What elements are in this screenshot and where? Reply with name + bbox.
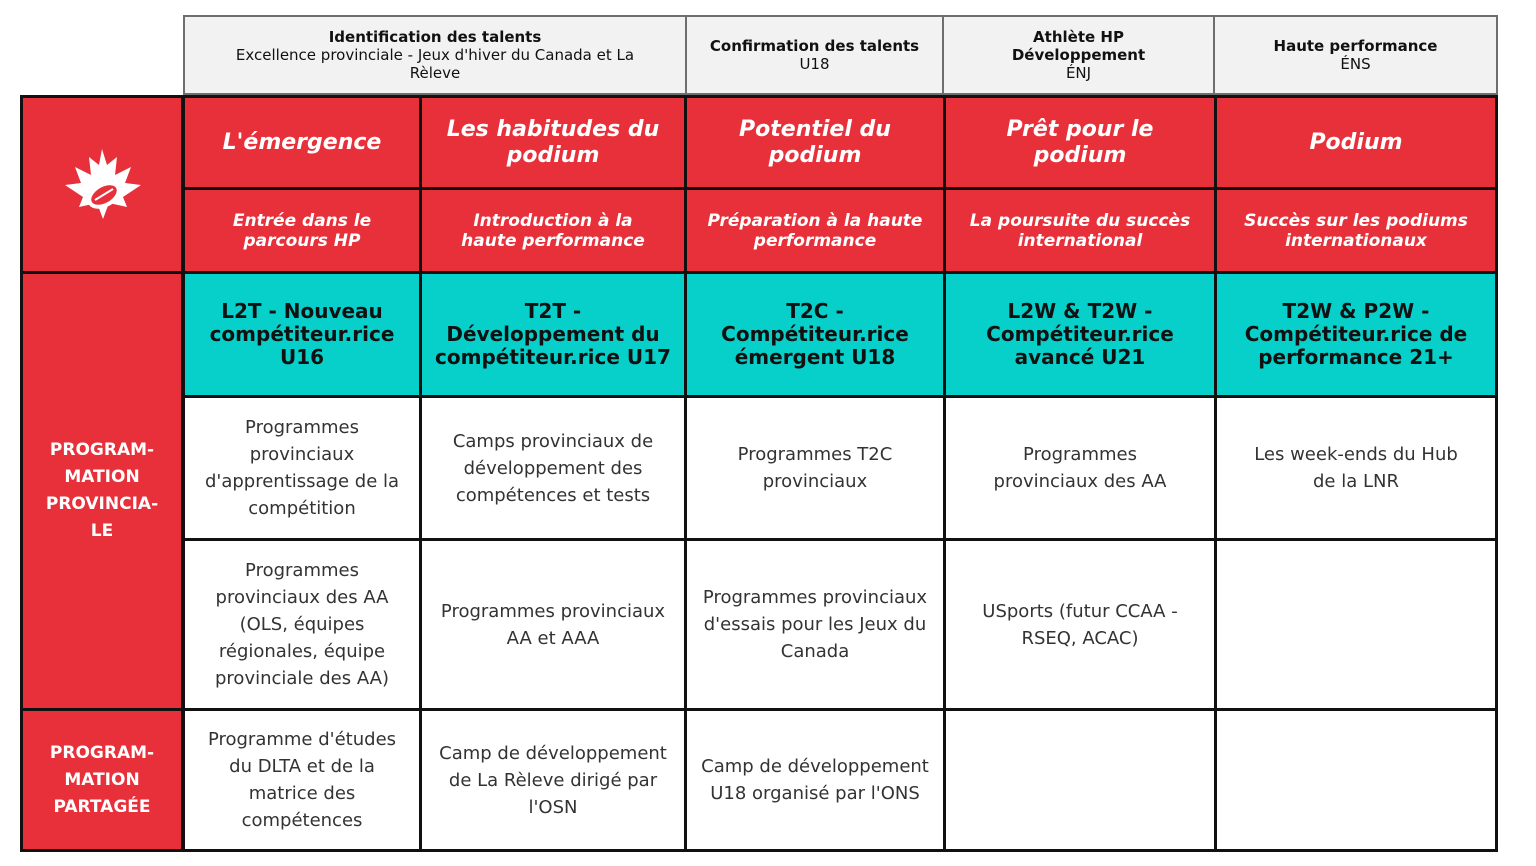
stage-subtitle-cell: Préparation à la haute performance	[684, 187, 946, 274]
shared-program-cell: Camp de développement U18 organisé par l'ONS	[684, 708, 946, 852]
side-label-provincial: PROGRAM-MATION PROVINCIA-LE	[20, 271, 184, 711]
header-title: Confirmation des talents	[709, 37, 920, 55]
provincial-program-cell: Programmes provinciaux des AA (OLS, équipes régionales, équipe provinciale des AA)	[182, 538, 422, 711]
provincial-program-cell: Les week-ends du Hub de la LNR	[1214, 395, 1498, 541]
stage-cell: L'émergence	[182, 95, 422, 190]
provincial-program-cell	[1214, 538, 1498, 711]
provincial-program-cell: Programmes provinciaux d'essais pour les Jeux du Canada	[684, 538, 946, 711]
stage-subtitle-cell: La poursuite du succès international	[943, 187, 1217, 274]
stage-cell: Potentiel du podium	[684, 95, 946, 190]
provincial-program-cell: Camps provinciaux de développement des compétences et tests	[419, 395, 687, 541]
header-subtitle: ÉNJ	[1065, 64, 1092, 82]
stage-subtitle-cell: Introduction à la haute performance	[419, 187, 687, 274]
header-subtitle: ÉNS	[1340, 55, 1371, 73]
level-cell: T2C - Compétiteur.rice émergent U18	[684, 271, 946, 398]
level-cell: L2W & T2W - Compétiteur.rice avancé U21	[943, 271, 1217, 398]
stage-cell: Prêt pour le podium	[943, 95, 1217, 190]
header-title: Athlète HP Développement	[1011, 28, 1146, 64]
provincial-program-cell: Programmes provinciaux des AA	[943, 395, 1217, 541]
shared-program-cell	[943, 708, 1217, 852]
header-subtitle: Excellence provinciale - Jeux d'hiver du Canada et La Rèleve	[235, 46, 635, 82]
stage-cell: Les habitudes du podium	[419, 95, 687, 190]
stage-cell: Podium	[1214, 95, 1498, 190]
stage-subtitle-cell: Entrée dans le parcours HP	[182, 187, 422, 274]
shared-program-cell	[1214, 708, 1498, 852]
side-label-shared: PROGRAM-MATION PARTAGÉE	[20, 708, 184, 852]
provincial-program-cell: USports (futur CCAA - RSEQ, ACAC)	[943, 538, 1217, 711]
logo-cell	[20, 95, 184, 274]
header-subtitle: U18	[799, 55, 830, 73]
provincial-program-cell: Programmes T2C provinciaux	[684, 395, 946, 541]
header-talent-confirmation	[685, 15, 944, 95]
shared-program-cell: Programme d'études du DLTA et de la matrice des compétences	[182, 708, 422, 852]
header-title: Haute performance	[1273, 37, 1438, 55]
shared-program-cell: Camp de développement de La Rèleve dirigé par l'OSN	[419, 708, 687, 852]
header-hp-development	[942, 15, 1215, 95]
header-high-performance	[1213, 15, 1498, 95]
provincial-program-cell: Programmes provinciaux d'apprentissage de la compétition	[182, 395, 422, 541]
level-cell: L2T - Nouveau compétiteur.rice U16	[182, 271, 422, 398]
provincial-program-cell: Programmes provinciaux AA et AAA	[419, 538, 687, 711]
stage-subtitle-cell: Succès sur les podiums internationaux	[1214, 187, 1498, 274]
level-cell: T2W & P2W - Compétiteur.rice de performance 21+	[1214, 271, 1498, 398]
header-title: Identification des talents	[328, 28, 542, 46]
header-talent-identification	[183, 15, 687, 95]
maple-leaf-rugby-ball-icon	[57, 145, 147, 225]
level-cell: T2T - Développement du compétiteur.rice U17	[419, 271, 687, 398]
